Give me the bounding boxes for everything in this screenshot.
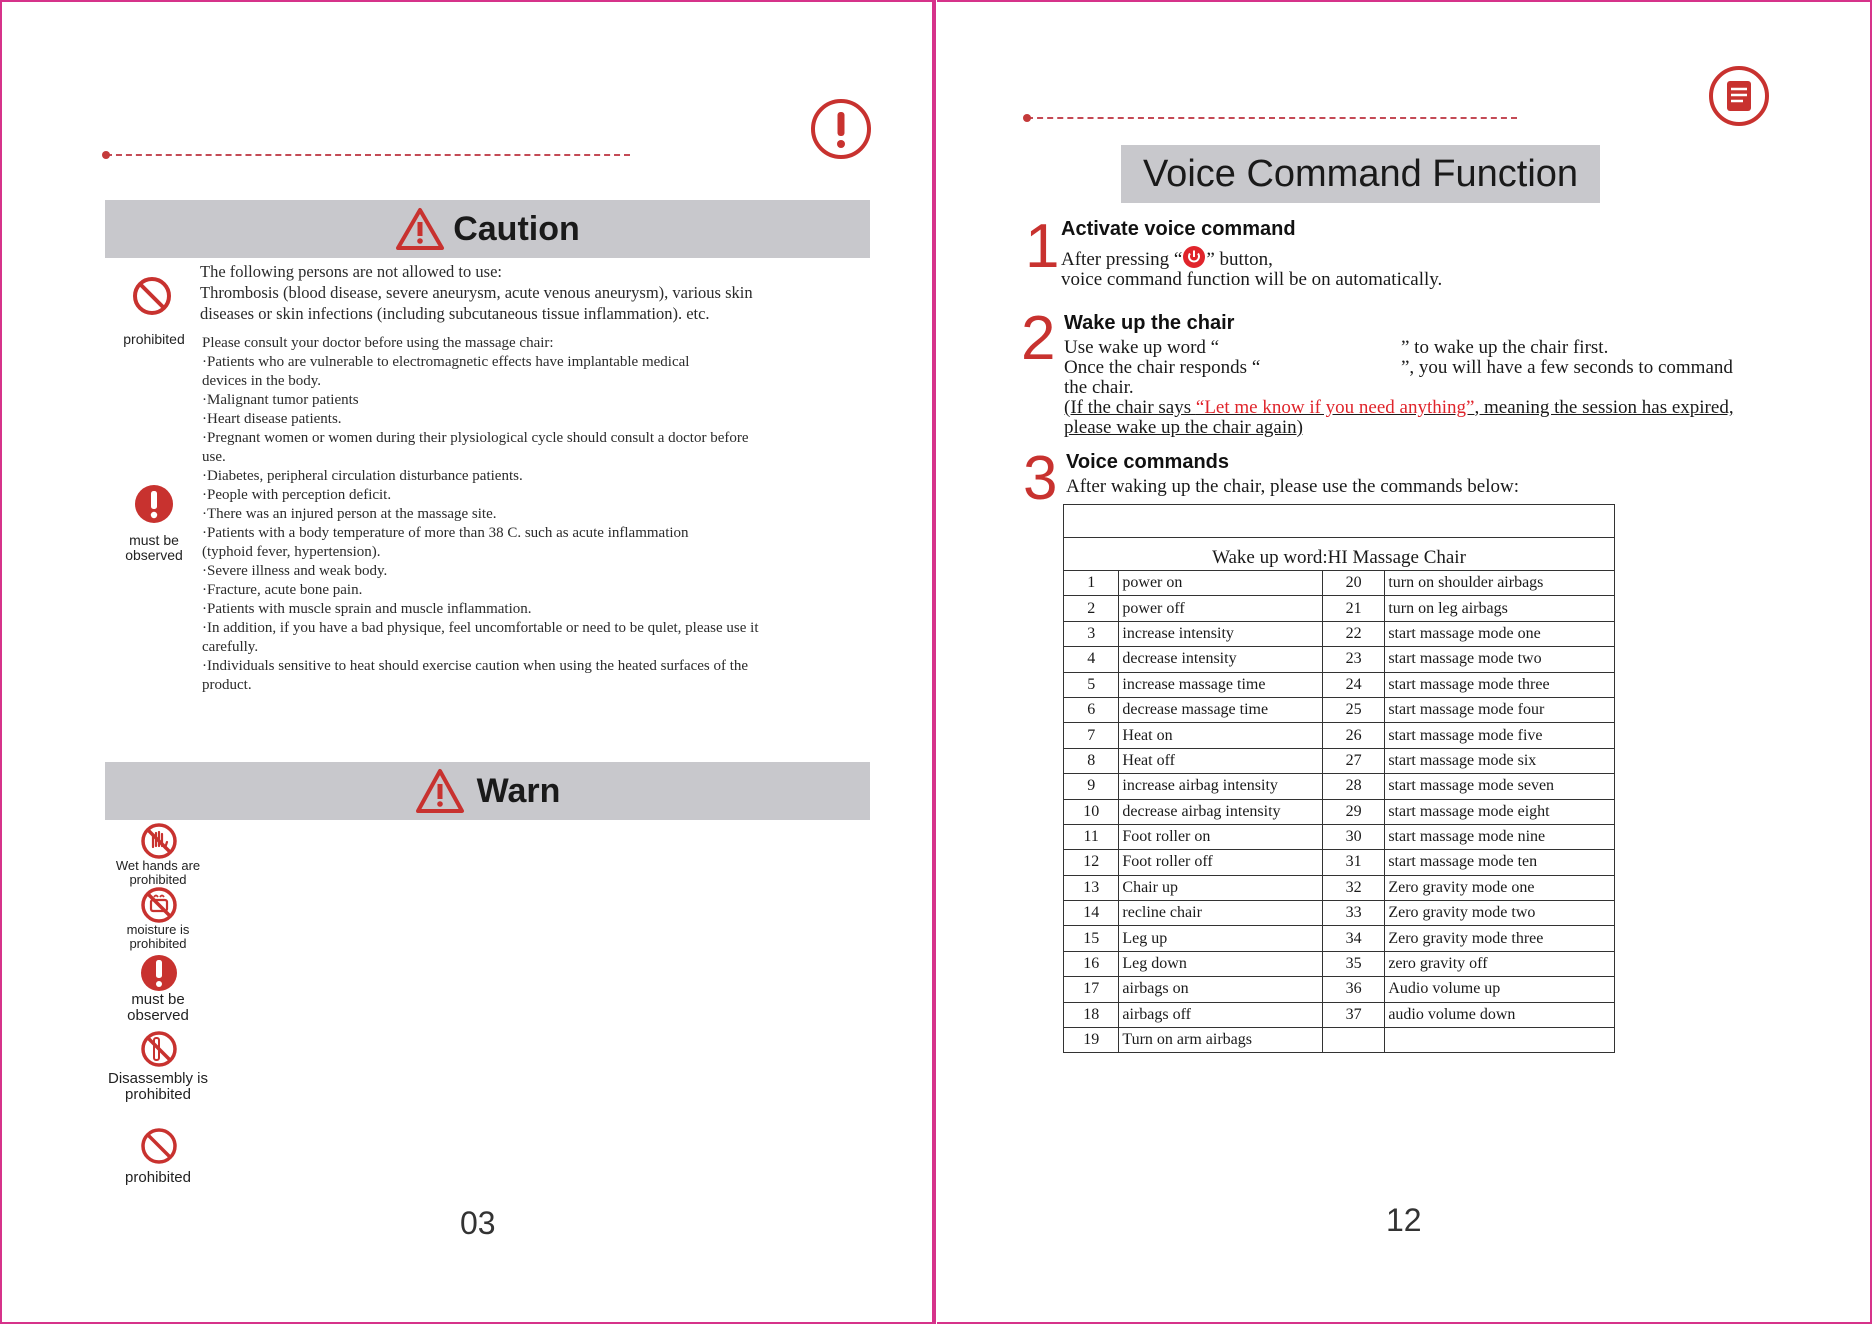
command-number: 29 <box>1322 799 1384 824</box>
command-number: 36 <box>1322 977 1384 1002</box>
step-number: 1 <box>1025 212 1060 281</box>
command-text: turn on leg airbags <box>1385 596 1615 621</box>
command-text <box>1385 1028 1615 1053</box>
voice-command-table <box>1063 504 1615 1053</box>
warn-title: Warn <box>476 771 561 810</box>
command-text: increase massage time <box>1119 672 1322 697</box>
command-number: 20 <box>1322 571 1384 596</box>
command-text: decrease intensity <box>1119 647 1322 672</box>
step-text <box>1061 245 1442 290</box>
command-number: 13 <box>1064 875 1119 900</box>
warn-banner <box>105 762 870 820</box>
command-text: Zero gravity mode one <box>1385 875 1615 900</box>
table-row <box>1064 723 1615 748</box>
title-banner <box>1121 145 1600 203</box>
list-item: ·Malignant tumor patients <box>202 392 359 408</box>
caution-banner <box>105 200 870 258</box>
command-number: 21 <box>1322 596 1384 621</box>
command-text: start massage mode eight <box>1385 799 1615 824</box>
command-text: Leg up <box>1119 926 1322 951</box>
list-item: ·Diabetes, peripheral circulation disturbance patients. <box>202 468 523 484</box>
table-row <box>1064 926 1615 951</box>
command-number: 16 <box>1064 951 1119 976</box>
step-title: Voice commands <box>1066 451 1230 473</box>
list-item: ·Patients who are vulnerable to electromagnetic effects have implantable medical <box>202 354 690 370</box>
text-fragment: ” button, <box>1206 249 1273 270</box>
command-number: 1 <box>1064 571 1119 596</box>
command-number: 35 <box>1322 951 1384 976</box>
disassembly-prohibited-icon <box>140 1030 178 1068</box>
step-text <box>1064 338 1764 438</box>
list-item: ·In addition, if you have a bad physique, feel uncomfortable or need to be qulet, please use it <box>202 620 759 636</box>
command-number: 33 <box>1322 901 1384 926</box>
list-item: ·People with perception deficit. <box>202 487 392 503</box>
command-number: 5 <box>1064 672 1119 697</box>
step-line <box>1064 398 1764 418</box>
command-number: 3 <box>1064 621 1119 646</box>
list-item: ·Patients with a body temperature of more than 38 C. such as acute inflammation <box>202 525 689 541</box>
list-item: ·There was an injured person at the massage site. <box>202 506 497 522</box>
command-text: start massage mode two <box>1385 647 1615 672</box>
table-row <box>1064 596 1615 621</box>
command-text: start massage mode seven <box>1385 774 1615 799</box>
consult-line: Please consult your doctor before using the massage chair: <box>202 335 554 351</box>
power-button-icon <box>1182 245 1206 269</box>
left-page <box>0 0 935 1324</box>
command-number: 12 <box>1064 850 1119 875</box>
command-text: airbags on <box>1119 977 1322 1002</box>
label-line: Disassembly is <box>107 1070 209 1087</box>
step-line: voice command function will be on automatically. <box>1061 269 1443 290</box>
prohibited-icon <box>140 1127 178 1165</box>
command-number: 23 <box>1322 647 1384 672</box>
command-text: Heat on <box>1119 723 1322 748</box>
prohibited-label <box>106 1170 210 1186</box>
command-text: Turn on arm airbags <box>1119 1028 1322 1053</box>
command-text: Foot roller off <box>1119 850 1322 875</box>
command-number: 37 <box>1322 1002 1384 1027</box>
list-item: use. <box>202 449 226 465</box>
label-line: prohibited <box>125 1086 191 1103</box>
command-text: Chair up <box>1119 875 1322 900</box>
command-number: 6 <box>1064 697 1119 722</box>
command-text: Audio volume up <box>1385 977 1615 1002</box>
command-text: Heat off <box>1119 748 1322 773</box>
command-text: Foot roller on <box>1119 824 1322 849</box>
step-title: Wake up the chair <box>1064 312 1235 334</box>
command-number: 31 <box>1322 850 1384 875</box>
text-fragment: ” to wake up the chair first. <box>1401 337 1609 358</box>
command-text: start massage mode six <box>1385 748 1615 773</box>
table-row <box>1064 697 1615 722</box>
disassembly-label <box>98 1071 218 1103</box>
command-number: 27 <box>1322 748 1384 773</box>
intro-line: Thrombosis (blood disease, severe aneurysm, acute venous aneurysm), various skin <box>200 283 753 302</box>
table-row <box>1064 774 1615 799</box>
dotted-rule <box>1027 117 1517 119</box>
command-number: 19 <box>1064 1028 1119 1053</box>
step-line <box>1064 358 1764 378</box>
command-number: 11 <box>1064 824 1119 849</box>
command-text: start massage mode four <box>1385 697 1615 722</box>
label-line: must be <box>131 991 185 1008</box>
command-text: power off <box>1119 596 1322 621</box>
command-number: 28 <box>1322 774 1384 799</box>
table-row <box>1064 571 1615 596</box>
table-row <box>1064 977 1615 1002</box>
command-text: increase airbag intensity <box>1119 774 1322 799</box>
command-number: 25 <box>1322 697 1384 722</box>
command-number: 32 <box>1322 875 1384 900</box>
table-header-row <box>1064 538 1615 571</box>
table-row <box>1064 799 1615 824</box>
list-item: carefully. <box>202 639 259 655</box>
command-text: Leg down <box>1119 951 1322 976</box>
label-line: observed <box>125 547 183 563</box>
command-number: 9 <box>1064 774 1119 799</box>
command-text: decrease massage time <box>1119 697 1322 722</box>
command-number: 26 <box>1322 723 1384 748</box>
table-row <box>1064 621 1615 646</box>
table-blank-row <box>1064 505 1615 538</box>
command-number: 8 <box>1064 748 1119 773</box>
text-fragment: (If the chair says <box>1064 397 1196 418</box>
table-row <box>1064 748 1615 773</box>
command-number: 7 <box>1064 723 1119 748</box>
command-text: Zero gravity mode three <box>1385 926 1615 951</box>
command-text: decrease airbag intensity <box>1119 799 1322 824</box>
text-fragment: ”, you will have a few seconds to command <box>1401 357 1733 378</box>
must-be-observed-label <box>112 533 196 563</box>
table-row <box>1064 951 1615 976</box>
command-text: airbags off <box>1119 1002 1322 1027</box>
right-page <box>937 0 1872 1324</box>
command-text: start massage mode ten <box>1385 850 1615 875</box>
list-item: (typhoid fever, hypertension). <box>202 544 381 560</box>
step-line <box>1064 338 1764 358</box>
label-line: Wet hands are <box>115 858 201 873</box>
wake-up-word-header: Wake up word:HI Massage Chair <box>1064 538 1615 571</box>
command-number: 15 <box>1064 926 1119 951</box>
command-text: turn on shoulder airbags <box>1385 571 1615 596</box>
text-fragment: Once the chair responds “ <box>1064 357 1261 378</box>
table-row <box>1064 850 1615 875</box>
step-number: 3 <box>1023 444 1058 513</box>
list-item: ·Individuals sensitive to heat should exercise caution when using the heated surfaces of the <box>202 658 749 674</box>
label-line: observed <box>127 1007 189 1024</box>
wet-hands-label <box>106 859 210 887</box>
list-item: devices in the body. <box>202 373 321 389</box>
command-text: start massage mode three <box>1385 672 1615 697</box>
command-number: 4 <box>1064 647 1119 672</box>
caution-title: Caution <box>453 209 580 248</box>
list-item: ·Severe illness and weak body. <box>202 563 388 579</box>
label-line: prohibited <box>129 872 187 887</box>
caution-list <box>202 334 882 695</box>
command-number: 18 <box>1064 1002 1119 1027</box>
table-row <box>1064 824 1615 849</box>
command-number <box>1322 1028 1384 1053</box>
command-text: Zero gravity mode two <box>1385 901 1615 926</box>
label-line: prohibited <box>125 1169 191 1186</box>
moisture-prohibited-icon <box>140 886 178 924</box>
step-number: 2 <box>1021 304 1056 373</box>
step-line: After waking up the chair, please use the commands below: <box>1066 476 1519 497</box>
list-item: ·Patients with muscle sprain and muscle inflammation. <box>202 601 532 617</box>
expired-message: “Let me know if you need anything” <box>1195 397 1475 418</box>
text-fragment: Use wake up word “ <box>1064 337 1220 358</box>
command-text: increase intensity <box>1119 621 1322 646</box>
caution-intro <box>200 261 753 324</box>
command-text: audio volume down <box>1385 1002 1615 1027</box>
command-text: start massage mode five <box>1385 723 1615 748</box>
must-be-observed-label <box>106 992 210 1024</box>
command-number: 24 <box>1322 672 1384 697</box>
exclamation-circle-icon <box>810 98 872 160</box>
table-row <box>1064 1002 1615 1027</box>
command-number: 14 <box>1064 901 1119 926</box>
step-text <box>1066 477 1519 497</box>
moisture-label <box>106 923 210 951</box>
command-number: 22 <box>1322 621 1384 646</box>
page-number: 03 <box>460 1205 496 1241</box>
must-be-observed-icon <box>140 954 178 992</box>
list-item: ·Heart disease patients. <box>202 411 342 427</box>
prohibited-icon <box>132 276 172 316</box>
table-row <box>1064 672 1615 697</box>
label-line: prohibited <box>129 936 187 951</box>
step-line: the chair. <box>1064 377 1134 398</box>
dotted-rule <box>106 154 630 156</box>
warning-triangle-icon <box>415 768 465 814</box>
wet-hands-prohibited-icon <box>140 822 178 860</box>
warning-triangle-icon <box>395 207 445 251</box>
table-row <box>1064 875 1615 900</box>
step-line <box>1061 245 1442 270</box>
page-divider <box>932 0 936 1324</box>
table-row <box>1064 1028 1615 1053</box>
command-text: power on <box>1119 571 1322 596</box>
list-item: product. <box>202 677 252 693</box>
page-title: Voice Command Function <box>1142 152 1579 195</box>
text-fragment: , meaning the session has expired, <box>1474 397 1734 418</box>
command-number: 17 <box>1064 977 1119 1002</box>
command-number: 2 <box>1064 596 1119 621</box>
command-number: 10 <box>1064 799 1119 824</box>
must-be-observed-icon <box>134 484 174 524</box>
page-number: 12 <box>1386 1202 1422 1238</box>
command-text: start massage mode nine <box>1385 824 1615 849</box>
command-text: recline chair <box>1119 901 1322 926</box>
intro-line: The following persons are not allowed to use: <box>200 262 502 281</box>
step-line: please wake up the chair again) <box>1064 417 1303 438</box>
table-row <box>1064 901 1615 926</box>
command-number: 34 <box>1322 926 1384 951</box>
command-text: start massage mode one <box>1385 621 1615 646</box>
document-icon <box>1708 65 1770 127</box>
label-line: must be <box>129 532 179 548</box>
intro-line: diseases or skin infections (including subcutaneous tissue inflammation). etc. <box>200 304 710 323</box>
step-title: Activate voice command <box>1061 218 1296 240</box>
command-text: zero gravity off <box>1385 951 1615 976</box>
command-number: 30 <box>1322 824 1384 849</box>
label-line: moisture is <box>126 922 190 937</box>
prohibited-label: prohibited <box>123 331 185 347</box>
table-row <box>1064 647 1615 672</box>
list-item: ·Pregnant women or women during their plysiological cycle should consult a doctor before <box>202 430 749 446</box>
text-fragment: After pressing “ <box>1061 249 1183 270</box>
list-item: ·Fracture, acute bone pain. <box>202 582 363 598</box>
